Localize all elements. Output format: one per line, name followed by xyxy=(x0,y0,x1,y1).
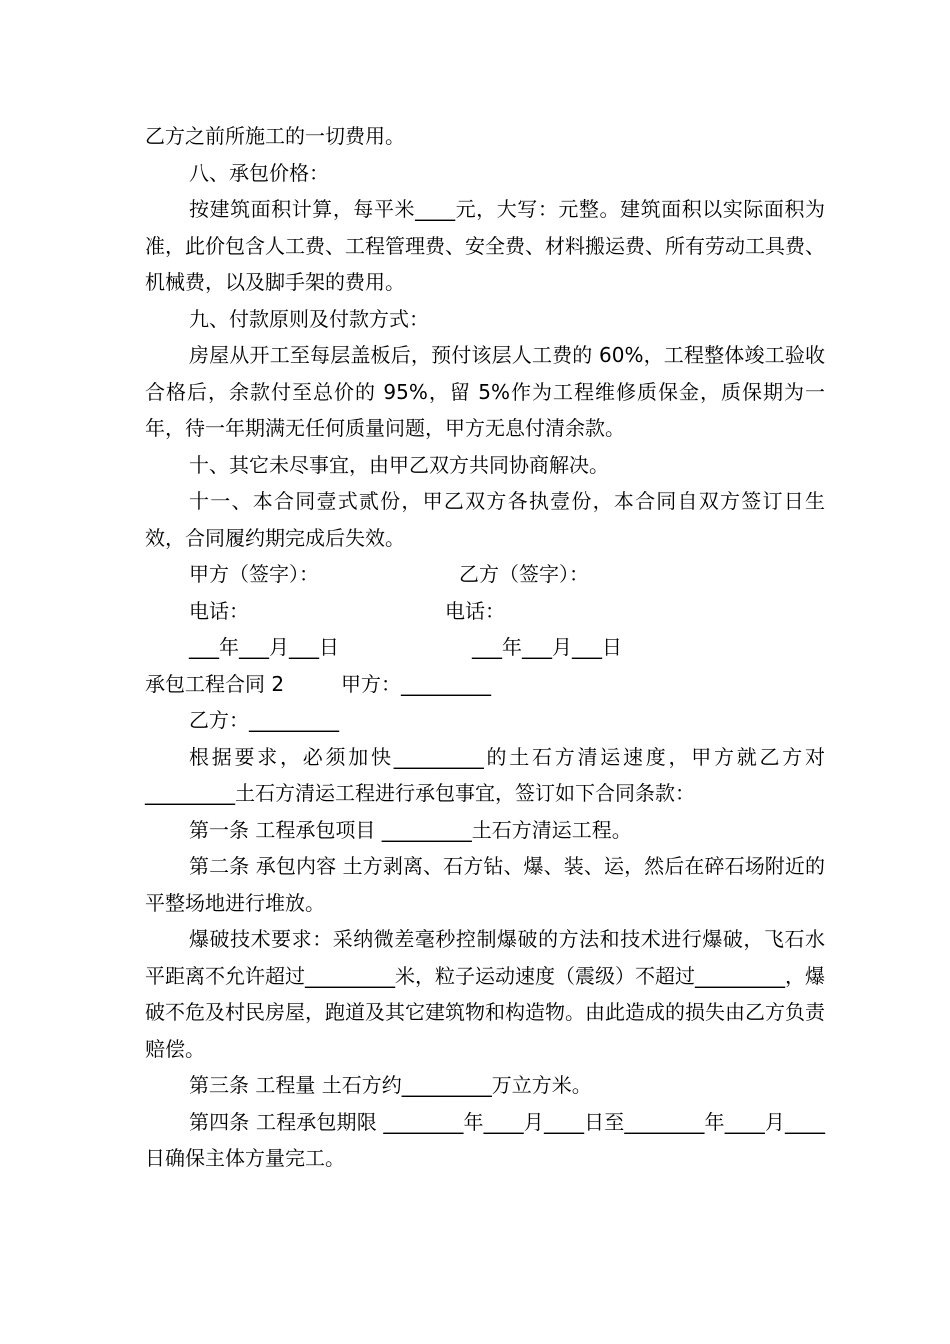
phone-row xyxy=(145,593,825,630)
contract-2-article-2: 第二条 承包内容 土方剥离、石方钻、爆、装、运，然后在碎石场附近的平整场地进行堆放。 xyxy=(145,854,825,915)
date-row xyxy=(145,629,825,666)
party-b-signature-label: 乙方（签字）： xyxy=(459,562,589,586)
party-a-phone-label: 电话： xyxy=(189,598,249,623)
paragraph-section-10: 十、其它未尽事宜，由甲乙双方共同协商解决。 xyxy=(189,452,609,477)
contract-2-article-3: 第三条 工程量 土石方约_________万立方米。 xyxy=(189,1073,592,1097)
party-a-signature-label: 甲方（签字）： xyxy=(189,562,319,586)
document-body xyxy=(145,118,825,1177)
paragraph-payment: 房屋从开工至每层盖板后，预付该层人工费的 60%，工程整体竣工验收合格后，余款付至总价的 95%，留 5%作为工程维修质保金，质保期为一年，待一年期满无任何质量问题，甲方无息付清余款。 xyxy=(145,343,825,440)
contract-2-party-b: 乙方：_________ xyxy=(189,708,339,732)
party-b-phone-label: 电话： xyxy=(445,598,505,623)
heading-section-9: 九、付款原则及付款方式： xyxy=(189,306,429,331)
paragraph-continuation: 乙方之前所施工的一切费用。 xyxy=(145,124,405,148)
contract-2-title: 承包工程合同 2 xyxy=(145,671,285,696)
party-b-date: ___年___月___日 xyxy=(472,635,622,659)
paragraph-section-11: 十一、本合同壹式贰份，甲乙双方各执壹份，本合同自双方签订日生效，合同履约期完成后失效。 xyxy=(145,489,825,550)
contract-2-article-4: 第四条 工程承包期限 ________年____月____日至________年____月____日确保主体方量完工。 xyxy=(145,1109,825,1170)
contract-2-intro: 根据要求，必须加快_________的土石方清运速度，甲方就乙方对_________土石方清运工程进行承包事宜，签订如下合同条款： xyxy=(145,744,825,805)
contract-2-party-a: 甲方：_________ xyxy=(341,671,491,696)
contract-2-article-1: 第一条 工程承包项目 _________土石方清运工程。 xyxy=(189,817,632,842)
paragraph-price: 按建筑面积计算，每平米____元，大写：元整。建筑面积以实际面积为准，此价包含人工费、工程管理费、安全费、材料搬运费、所有劳动工具费、机械费，以及脚手架的费用。 xyxy=(145,197,825,294)
contract-2-blasting-requirements: 爆破技术要求：采纳微差毫秒控制爆破的方法和技术进行爆破，飞石水平距离不允许超过_________米，粒子运动速度（震级）不超过_________，爆破不危及村民房屋，跑道及其它建筑物和构造物。由此造成的损失由乙方负责赔偿。 xyxy=(145,927,825,1061)
contract-2-header xyxy=(145,666,825,703)
heading-section-8: 八、承包价格： xyxy=(189,160,329,185)
party-a-date: ___年___月___日 xyxy=(189,635,339,659)
signature-row xyxy=(145,556,825,593)
